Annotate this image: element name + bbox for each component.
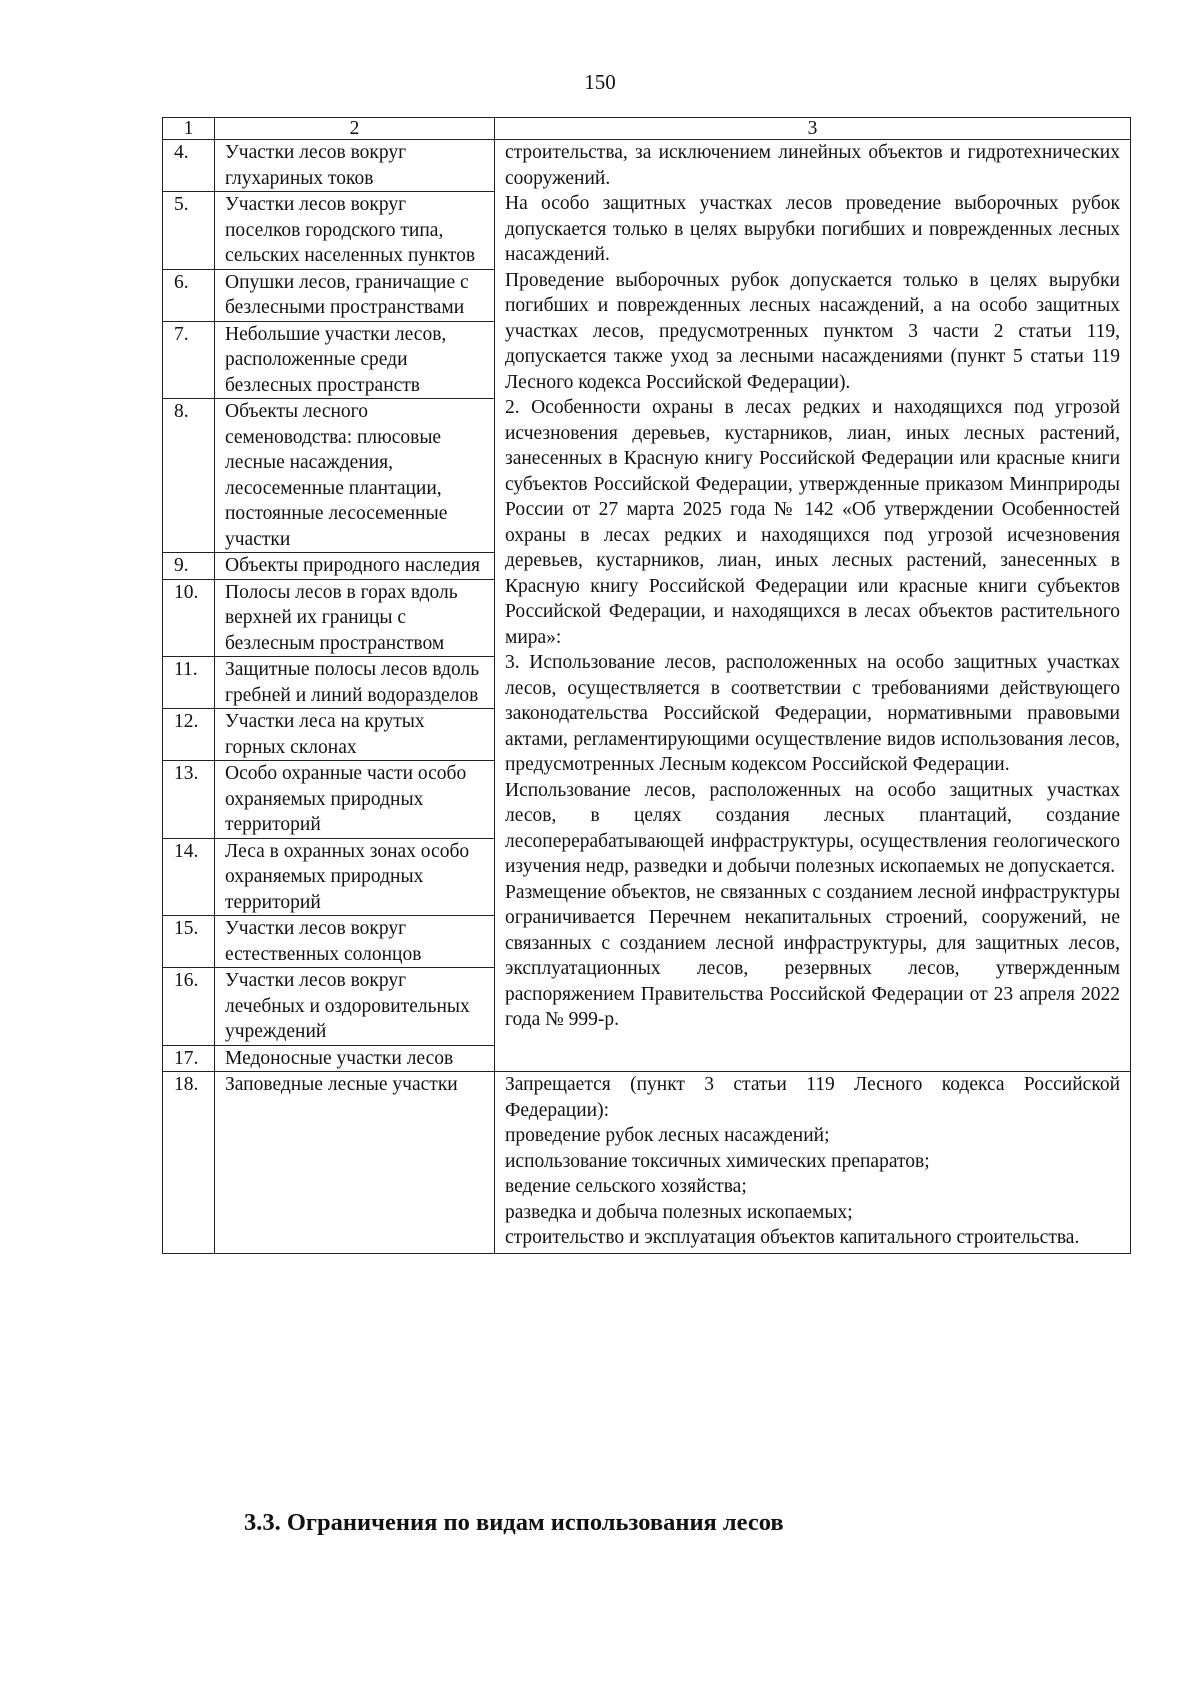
description-paragraph: На особо защитных участках лесов проведение выборочных рубок допускается только в целях вырубки погибших и поврежденных лесных насаждений. bbox=[505, 193, 1120, 265]
table-header-row bbox=[163, 118, 1131, 140]
prohibition-item: разведка и добыча полезных ископаемых; bbox=[505, 1201, 853, 1223]
table-row bbox=[163, 140, 1131, 192]
row-name: Леса в охранных зонах особо охраняемых природных территорий bbox=[215, 838, 495, 916]
row-name: Защитные полосы лесов вдоль гребней и линий водоразделов bbox=[215, 657, 495, 709]
row-name: Объекты лесного семеноводства: плюсовые лесные насаждения, лесосеменные плантации, постоянные лесосеменные участки bbox=[215, 399, 495, 553]
row-number: 4. bbox=[163, 140, 215, 192]
row-name: Участки лесов вокруг глухариных токов bbox=[215, 140, 495, 192]
row-number: 9. bbox=[163, 553, 215, 580]
prohibition-item: строительство и эксплуатация объектов капитального строительства. bbox=[505, 1227, 1080, 1248]
prohibition-item: ведение сельского хозяйства; bbox=[505, 1176, 747, 1197]
restrictions-table bbox=[162, 117, 1131, 1254]
row-name: Участки лесов вокруг поселков городского типа, сельских населенных пунктов bbox=[215, 192, 495, 270]
row-number: 5. bbox=[163, 192, 215, 270]
row-number: 17. bbox=[163, 1045, 215, 1072]
row18-intro: Запрещается (пункт 3 статьи 119 Лесного кодекса Российской Федерации): bbox=[505, 1074, 1120, 1121]
description-paragraph: Проведение выборочных рубок допускается только в целях вырубки погибших и поврежденных лесных насаждений, а на особо защитных участках лесов, предусмотренных пунктом 3 части 2 статьи 119, допускается также уход за лесными насаждениями (пункт 5 статьи 119 Лесного кодекса Российской Федерации). bbox=[505, 269, 1120, 393]
row-name: Медоносные участки лесов bbox=[215, 1045, 495, 1072]
row-number: 18. bbox=[163, 1072, 215, 1254]
section-title: 3.3. Ограничения по видам использования лесов bbox=[244, 1509, 784, 1536]
row-number: 16. bbox=[163, 968, 215, 1046]
merged-description-cell bbox=[495, 140, 1131, 1072]
row-name: Полосы лесов в горах вдоль верхней их границы с безлесным пространством bbox=[215, 579, 495, 657]
table-row bbox=[163, 1072, 1131, 1254]
description-paragraph: Использование лесов, расположенных на особо защитных участках лесов, в целях создания лесных плантаций, создание лесоперерабатывающей инфраструктуры, осуществления геологического изучения недр, разведки и добычи полезных ископаемых не допускается. bbox=[505, 779, 1120, 877]
row-number: 7. bbox=[163, 321, 215, 399]
column-header: 3 bbox=[495, 118, 1131, 140]
description-paragraph: строительства, за исключением линейных объектов и гидротехнических сооружений. bbox=[505, 142, 1120, 189]
prohibition-item: проведение рубок лесных насаждений; bbox=[505, 1125, 830, 1146]
row-number: 13. bbox=[163, 761, 215, 839]
row-number: 14. bbox=[163, 838, 215, 916]
row-number: 10. bbox=[163, 579, 215, 657]
row-name: Участки лесов вокруг лечебных и оздоровительных учреждений bbox=[215, 968, 495, 1046]
row-name: Объекты природного наследия bbox=[215, 553, 495, 580]
prohibition-item: использование токсичных химических препаратов; bbox=[505, 1150, 930, 1172]
description-paragraph: 3. Использование лесов, расположенных на особо защитных участках лесов, осуществляется в соответствии с требованиями действующего законодательства Российской Федерации, нормативными правовыми актами, регламентирующими осуществление видов использования лесов, предусмотренных Лесным кодексом Российской Федерации. bbox=[505, 652, 1120, 775]
page-number: 150 bbox=[584, 70, 616, 94]
row-number: 12. bbox=[163, 709, 215, 761]
row-number: 6. bbox=[163, 269, 215, 321]
row-name: Участки леса на крутых горных склонах bbox=[215, 709, 495, 761]
row-name: Особо охранные части особо охраняемых природных территорий bbox=[215, 761, 495, 839]
row-number: 15. bbox=[163, 916, 215, 968]
column-header: 2 bbox=[215, 118, 495, 140]
row-name: Участки лесов вокруг естественных солонцов bbox=[215, 916, 495, 968]
row-number: 11. bbox=[163, 657, 215, 709]
description-paragraph: Размещение объектов, не связанных с созданием лесной инфраструктуры ограничивается Перечнем некапитальных строений, сооружений, не связанных с созданием лесной инфраструктуры, для защитных лесов, эксплуатационных лесов, резервных лесов, утвержденным распоряжением Правительства Российской Федерации от 23 апреля 2022 года № 999-р. bbox=[505, 881, 1120, 1030]
description-paragraph: 2. Особенности охраны в лесах редких и находящихся под угрозой исчезновения деревьев, кустарников, лиан, иных лесных растений, занесенных в Красную книгу Российской Федерации или красные книги субъектов Российской Федерации, утвержденные приказом Минприроды России от 27 марта 2025 года № 142 «Об утверждении Особенностей охраны в лесах редких и находящихся под угрозой исчезновения деревьев, кустарников, лиан, иных лесных растений, занесенных в Красную книгу Российской Федерации или красные книги субъектов Российской Федерации, и находящихся в лесах объектов растительного мира»: bbox=[505, 397, 1120, 648]
row-number: 8. bbox=[163, 399, 215, 553]
row-name: Опушки лесов, граничащие с безлесными пространствами bbox=[215, 269, 495, 321]
column-header: 1 bbox=[163, 118, 215, 140]
row-name: Заповедные лесные участки bbox=[215, 1072, 495, 1254]
row18-description-cell bbox=[495, 1072, 1131, 1254]
row-name: Небольшие участки лесов, расположенные среди безлесных пространств bbox=[215, 321, 495, 399]
